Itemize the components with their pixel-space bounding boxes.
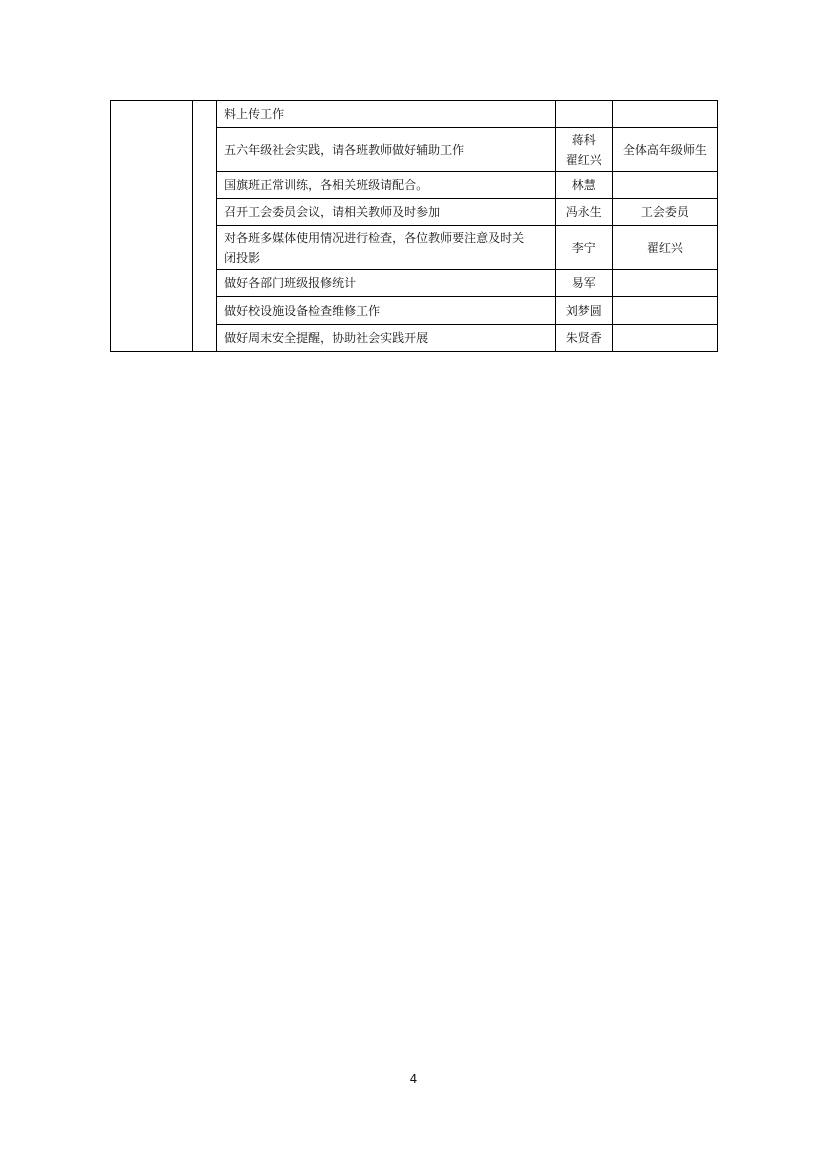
target-cell — [612, 270, 717, 297]
person-cell: 朱贤香 — [555, 325, 612, 352]
target-cell — [612, 325, 717, 352]
target-cell — [612, 172, 717, 199]
person-cell: 林慧 — [555, 172, 612, 199]
task-text-line: 闭投影 — [224, 250, 261, 265]
person-cell — [555, 101, 612, 128]
task-cell: 料上传工作 — [217, 101, 556, 128]
task-text-line: 对各班多媒体使用情况进行检查，各位教师要注意及时关 — [224, 230, 525, 245]
target-cell — [612, 297, 717, 325]
day-cell — [193, 101, 217, 352]
target-cell: 全体高年级师生 — [612, 128, 717, 172]
task-cell — [217, 226, 556, 270]
target-cell: 翟红兴 — [612, 226, 717, 270]
task-cell: 五六年级社会实践，请各班教师做好辅助工作 — [217, 128, 556, 172]
person-name: 蒋科 — [571, 132, 596, 147]
task-cell: 国旗班正常训练，各相关班级请配合。 — [217, 172, 556, 199]
task-cell: 做好校设施设备检查维修工作 — [217, 297, 556, 325]
person-cell: 易军 — [555, 270, 612, 297]
person-cell — [555, 128, 612, 172]
page-number: 4 — [409, 1072, 418, 1086]
table-row — [111, 101, 718, 128]
person-cell: 冯永生 — [555, 199, 612, 226]
person-cell: 李宁 — [555, 226, 612, 270]
schedule-table — [110, 100, 718, 352]
target-cell — [612, 101, 717, 128]
task-cell: 召开工会委员会议，请相关教师及时参加 — [217, 199, 556, 226]
date-cell — [111, 101, 193, 352]
target-cell: 工会委员 — [612, 199, 717, 226]
task-cell: 做好周末安全提醒，协助社会实践开展 — [217, 325, 556, 352]
person-name: 翟红兴 — [565, 152, 602, 167]
person-cell: 刘梦圆 — [555, 297, 612, 325]
task-cell: 做好各部门班级报修统计 — [217, 270, 556, 297]
